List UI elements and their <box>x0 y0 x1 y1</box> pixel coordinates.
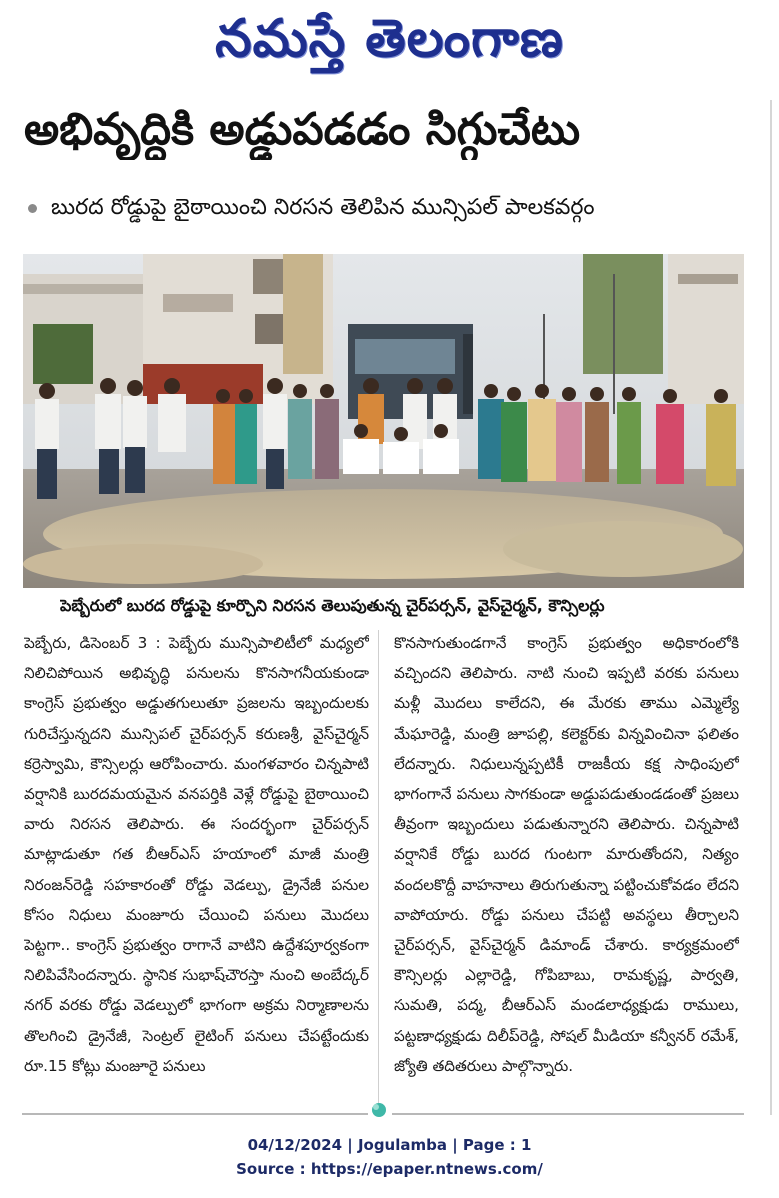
article-body-right: కొనసాగుతుండగానే కాంగ్రెస్ ప్రభుత్వం అధికారంలోకి వచ్చిందని తెలిపారు. నాటి నుంచి ఇప్పటి వరకు పనులు మళ్లీ మొదలు కాలేదని, ఈ మేరకు తాము ఎమ్మెల్యే మేఘారెడ్డి, మంత్రి జూపల్లి, కలెక్టర్‌కు విన్నవించినా ఫలితం లేదన్నారు. నిధులున్నప్పటికీ రాజకీయ కక్ష సాధింపులో భాగంగానే పనులు సాగకుండా అడ్డుపడుతుండడంతో ప్రజలు తీవ్రంగా ఇబ్బందులు పడుతున్నారని తెలిపారు. చిన్నపాటి వర్షానికే రోడ్డు బురద గుంటగా మారుతోందని, నిత్యం వందలకొద్దీ వాహనాలు తిరుగుతున్నా పట్టించుకోవడం లేదని వాపోయారు. రోడ్డు పనులు చేపట్టి అవస్థలు తీర్చాలని చైర్‌పర్సన్, వైస్‌చైర్మన్ డిమాండ్ చేశారు. కార్యక్రమంలో కౌన్సిలర్లు ఎల్లారెడ్డి, గోపిబాబు, రామకృష్ణ, పార్వతి, సుమతి, పద్మ, బీఆర్‌ఎస్ మండలాధ్యక్షుడు రాములు, పట్టణాధ్యక్షుడు దిలీప్‌రెడ్డి, సోషల్ మీడియా కన్వీనర్ రమేశ్, జ్యోతి తదితరులు పాల్గొన్నారు. <box>394 634 739 1075</box>
source-url: Source : https://epaper.ntnews.com/ <box>236 1160 543 1178</box>
article-column-right <box>394 628 739 1108</box>
news-photo <box>23 254 744 588</box>
page-footer <box>0 1133 779 1181</box>
masthead <box>0 0 779 86</box>
bottom-rule-right <box>392 1113 744 1115</box>
bottom-rule-left <box>22 1113 368 1115</box>
article-column-left <box>24 628 369 1108</box>
edition-info: 04/12/2024 | Jogulamba | Page : 1 <box>247 1136 532 1154</box>
article-headline: అభివృద్ధికి అడ్డుపడడం సిగ్గుచేటు <box>24 104 581 155</box>
article-subheadline-row <box>28 192 768 224</box>
newspaper-logo-icon <box>370 1100 388 1118</box>
article-body-left: పెబ్బేరు, డిసెంబర్ 3 : పెబ్బేరు మున్సిపాలిటీలో మధ్యలో నిలిచిపోయిన అభివృద్ధి పనులను కొనసాగనీయకుండా కాంగ్రెస్ ప్రభుత్వం అడ్డుతగులుతూ ప్రజలను ఇబ్బందులకు గురిచేస్తున్నదని మున్సిపల్ చైర్‌పర్సన్ కరుణశ్రీ, వైస్‌చైర్మన్ కర్రెస్వామి, కౌన్సిలర్లు ఆరోపించారు. మంగళవారం చిన్నపాటి వర్షానికి బురదమయమైన వనపర్తికి వెళ్లే రోడ్డుపై బైఠాయించి వారు నిరసన తెలిపారు. ఈ సందర్భంగా చైర్‌పర్సన్ మాట్లాడుతూ గత బీఆర్‌ఎస్ హయాంలో మాజీ మంత్రి నిరంజన్‌రెడ్డి సహకారంతో రోడ్డు వెడల్పు, డ్రైనేజీ పనుల కోసం నిధులు మంజూరు చేయించి పనులు మొదలు పెట్టగా.. కాంగ్రెస్ ప్రభుత్వం రాగానే వాటిని ఉద్దేశపూర్వకంగా నిలిపివేసిందన్నారు. స్థానిక సుభాష్‌చౌరస్తా నుంచి అంబేద్కర్ నగర్ వరకు రోడ్డు వెడల్పులో భాగంగా అక్రమ నిర్మాణాలను తొలగించి డ్రైనేజీ, సెంట్రల్ లైటింగ్ పనులు చేపట్టేందుకు రూ.15 కోట్లు మంజూరై పనులు <box>24 634 369 1075</box>
article-subheadline: బురద రోడ్డుపై బైఠాయించి నిరసన తెలిపిన మున్సిపల్ పాలకవర్గం <box>51 195 595 220</box>
page-edge-rule <box>770 100 772 1115</box>
bullet-icon <box>28 204 37 213</box>
column-divider <box>378 630 379 1106</box>
protest-road-photo <box>23 254 744 588</box>
newspaper-title: నమస్తే తెలంగాణ <box>215 9 564 69</box>
photo-caption: పెబ్బేరులో బురద రోడ్డుపై కూర్చొని నిరసన తెలుపుతున్న చైర్‌పర్సన్, వైస్‌చైర్మన్, కౌన్సిలర్లు <box>60 596 605 615</box>
